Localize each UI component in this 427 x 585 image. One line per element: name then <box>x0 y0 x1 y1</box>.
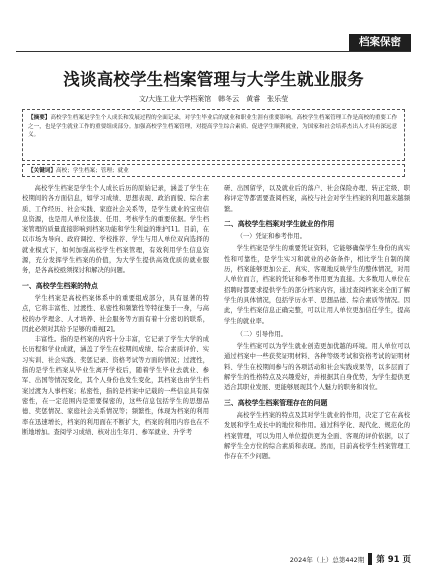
keywords-text: 高校；学生档案；管理；就业 <box>55 168 129 174</box>
paragraph: 学生档案是高校档案体系中的重要组成部分，具有显著的特点，它将丰富性、过渡性、私密性和频繁性等特征集于一身，与高校的办学理念、人才培养、社会服务等方面有着十分密切的联系，因此必须对其给予足够的重视[2]。 <box>22 294 209 333</box>
page-footer <box>290 553 411 565</box>
issue-info: 2024年（上）总第442期 <box>289 555 365 564</box>
paragraph: 高校学生档案是学生个人成长后历的原始记录，涵盖了学生在校期间的各方面信息，如学习成绩、思想表现、政治面貌、综合素质、工作经历、社会实践、家庭社会关系等，是学生就业的宝贵信息资源，也是用人单位选拔、任用、考核学生的重要依据。学生档案管理的质量直接影响到档案功能和学生利益的维护[1]。目前，在以市场为导向、政府调控、学校推荐、学生与用人单位双向选择的就业模式下，如何加强高校学生档案管理，有效利用学生信息资源，充分发挥学生档案的价值，为大学生提供高效优质的就业服务，是各高校亟须探讨和解决的问题。 <box>22 185 209 275</box>
section-heading: 一、高校学生档案的特点 <box>22 281 98 290</box>
abstract-label: 【摘要】 <box>28 115 51 121</box>
paragraph: 学生档案可以为学生就业创造更加优越的环境。用人单位可以通过档案中一些获奖证明材料、各种等级考试和资格考试的证明材料、学生在校期间参与的各项活动和社会实践成果等，以多层面了解学生的性格特点及兴趣爱好，并根据其自身优势，为学生提供更适合其职业发展、更能够展现其个人魅力的职务和岗位。 <box>224 343 410 392</box>
abstract-box <box>22 109 405 161</box>
abstract-text: 高校学生档案是学生个人成长和发展过程的全面记录，对学生毕业后的就业和职业生涯有重要影响。高校学生档案管理工作是高校的重要工作之一，也是学生就业工作的重要组成部分。加强高校学生档案管理，对提高学生综合素质、促进学生顺利就业，为国家和社会培养杰出人才具有深远意义。 <box>28 115 398 139</box>
subsection-heading: （二）引导作用。 <box>236 330 287 338</box>
header-rule <box>16 51 411 52</box>
paragraph: 学生档案是学生的重要凭证资料，它能够确保学生身份的真实性和可靠性，是学生实习和就业的必备条件，相比学生自制的简历，档案能够更加公正、真实、客观地反映学生的整体情况，对用人单位而言，档案的凭证和参考作用更为直接。大多数用人单位在招聘时都要求提供学生的部分档案内容，通过查阅档案来全面了解学生的具体情况，包括学历水平、思想品德、综合素质等情况。因此，学生档案信息正确完整，可以让用人单位更加信任学生，提高学生的就业率。 <box>224 245 410 325</box>
article-authors: 文/大连工业大学档案馆 韩冬云 黄睿 张乐莹 <box>138 95 289 103</box>
article-title: 浅谈高校学生档案管理与大学生就业服务 <box>63 70 364 89</box>
page-number: 第 91 页 <box>376 555 411 565</box>
paragraph: 研、出国留学，以及就业后的落户、社会保险办理、转正定级、职称评定等都需要查阅档案，高校与社会对学生档案的利用越来越频繁。 <box>224 185 410 213</box>
paragraph: 高校学生档案的特点及其对学生就业的作用，决定了它在高校发展和学生成长中的地位和作用。通过科学化、现代化、规范化的档案管理，可以为用人单位提供更为全面、客观的评价依据，以了解学生全方位的综合素质和表现。然而，目前高校学生档案管理工作存在不少问题。 <box>224 411 410 461</box>
section-heading: 三、高校学生档案管理存在的问题 <box>224 398 328 407</box>
subsection-heading: （一）凭证和参考作用。 <box>236 233 306 241</box>
left-column <box>22 184 209 438</box>
keywords-box <box>22 164 405 177</box>
column-tag: 档案保密 <box>349 34 411 51</box>
footer-bar <box>368 553 372 565</box>
paragraph: 丰富性。指的是档案的内容十分丰富，它记录了学生大学的成长历程和学业成就，涵盖了学生在校期间成绩、综合素质评价、实习实训、社会实践、奖惩记录、资格考试等方面的情况；过渡性，指的是学生档案从毕业生离开学校后，随着学生毕业去就业、参军、出国等情况变化，其个人身份也发生变化，其档案也由学生档案过渡为人事档案；私密性，指的是档案中记载的一些信息具有保密性，在一定范围内是需要保密的，这些信息包括学生的思想品德、奖惩情况、家庭社会关系情况等；频繁性，体现为档案的利用率在迅速增长，档案的利用面在不断扩大，档案的利用内容也在不断地增加。查阅学习成绩、核对出生年月、参军就业、升学考 <box>22 336 209 436</box>
keywords-label: 【关键词】 <box>28 168 56 174</box>
section-heading: 二、高校学生档案对学生就业的作用 <box>224 219 335 228</box>
right-column <box>224 184 410 462</box>
